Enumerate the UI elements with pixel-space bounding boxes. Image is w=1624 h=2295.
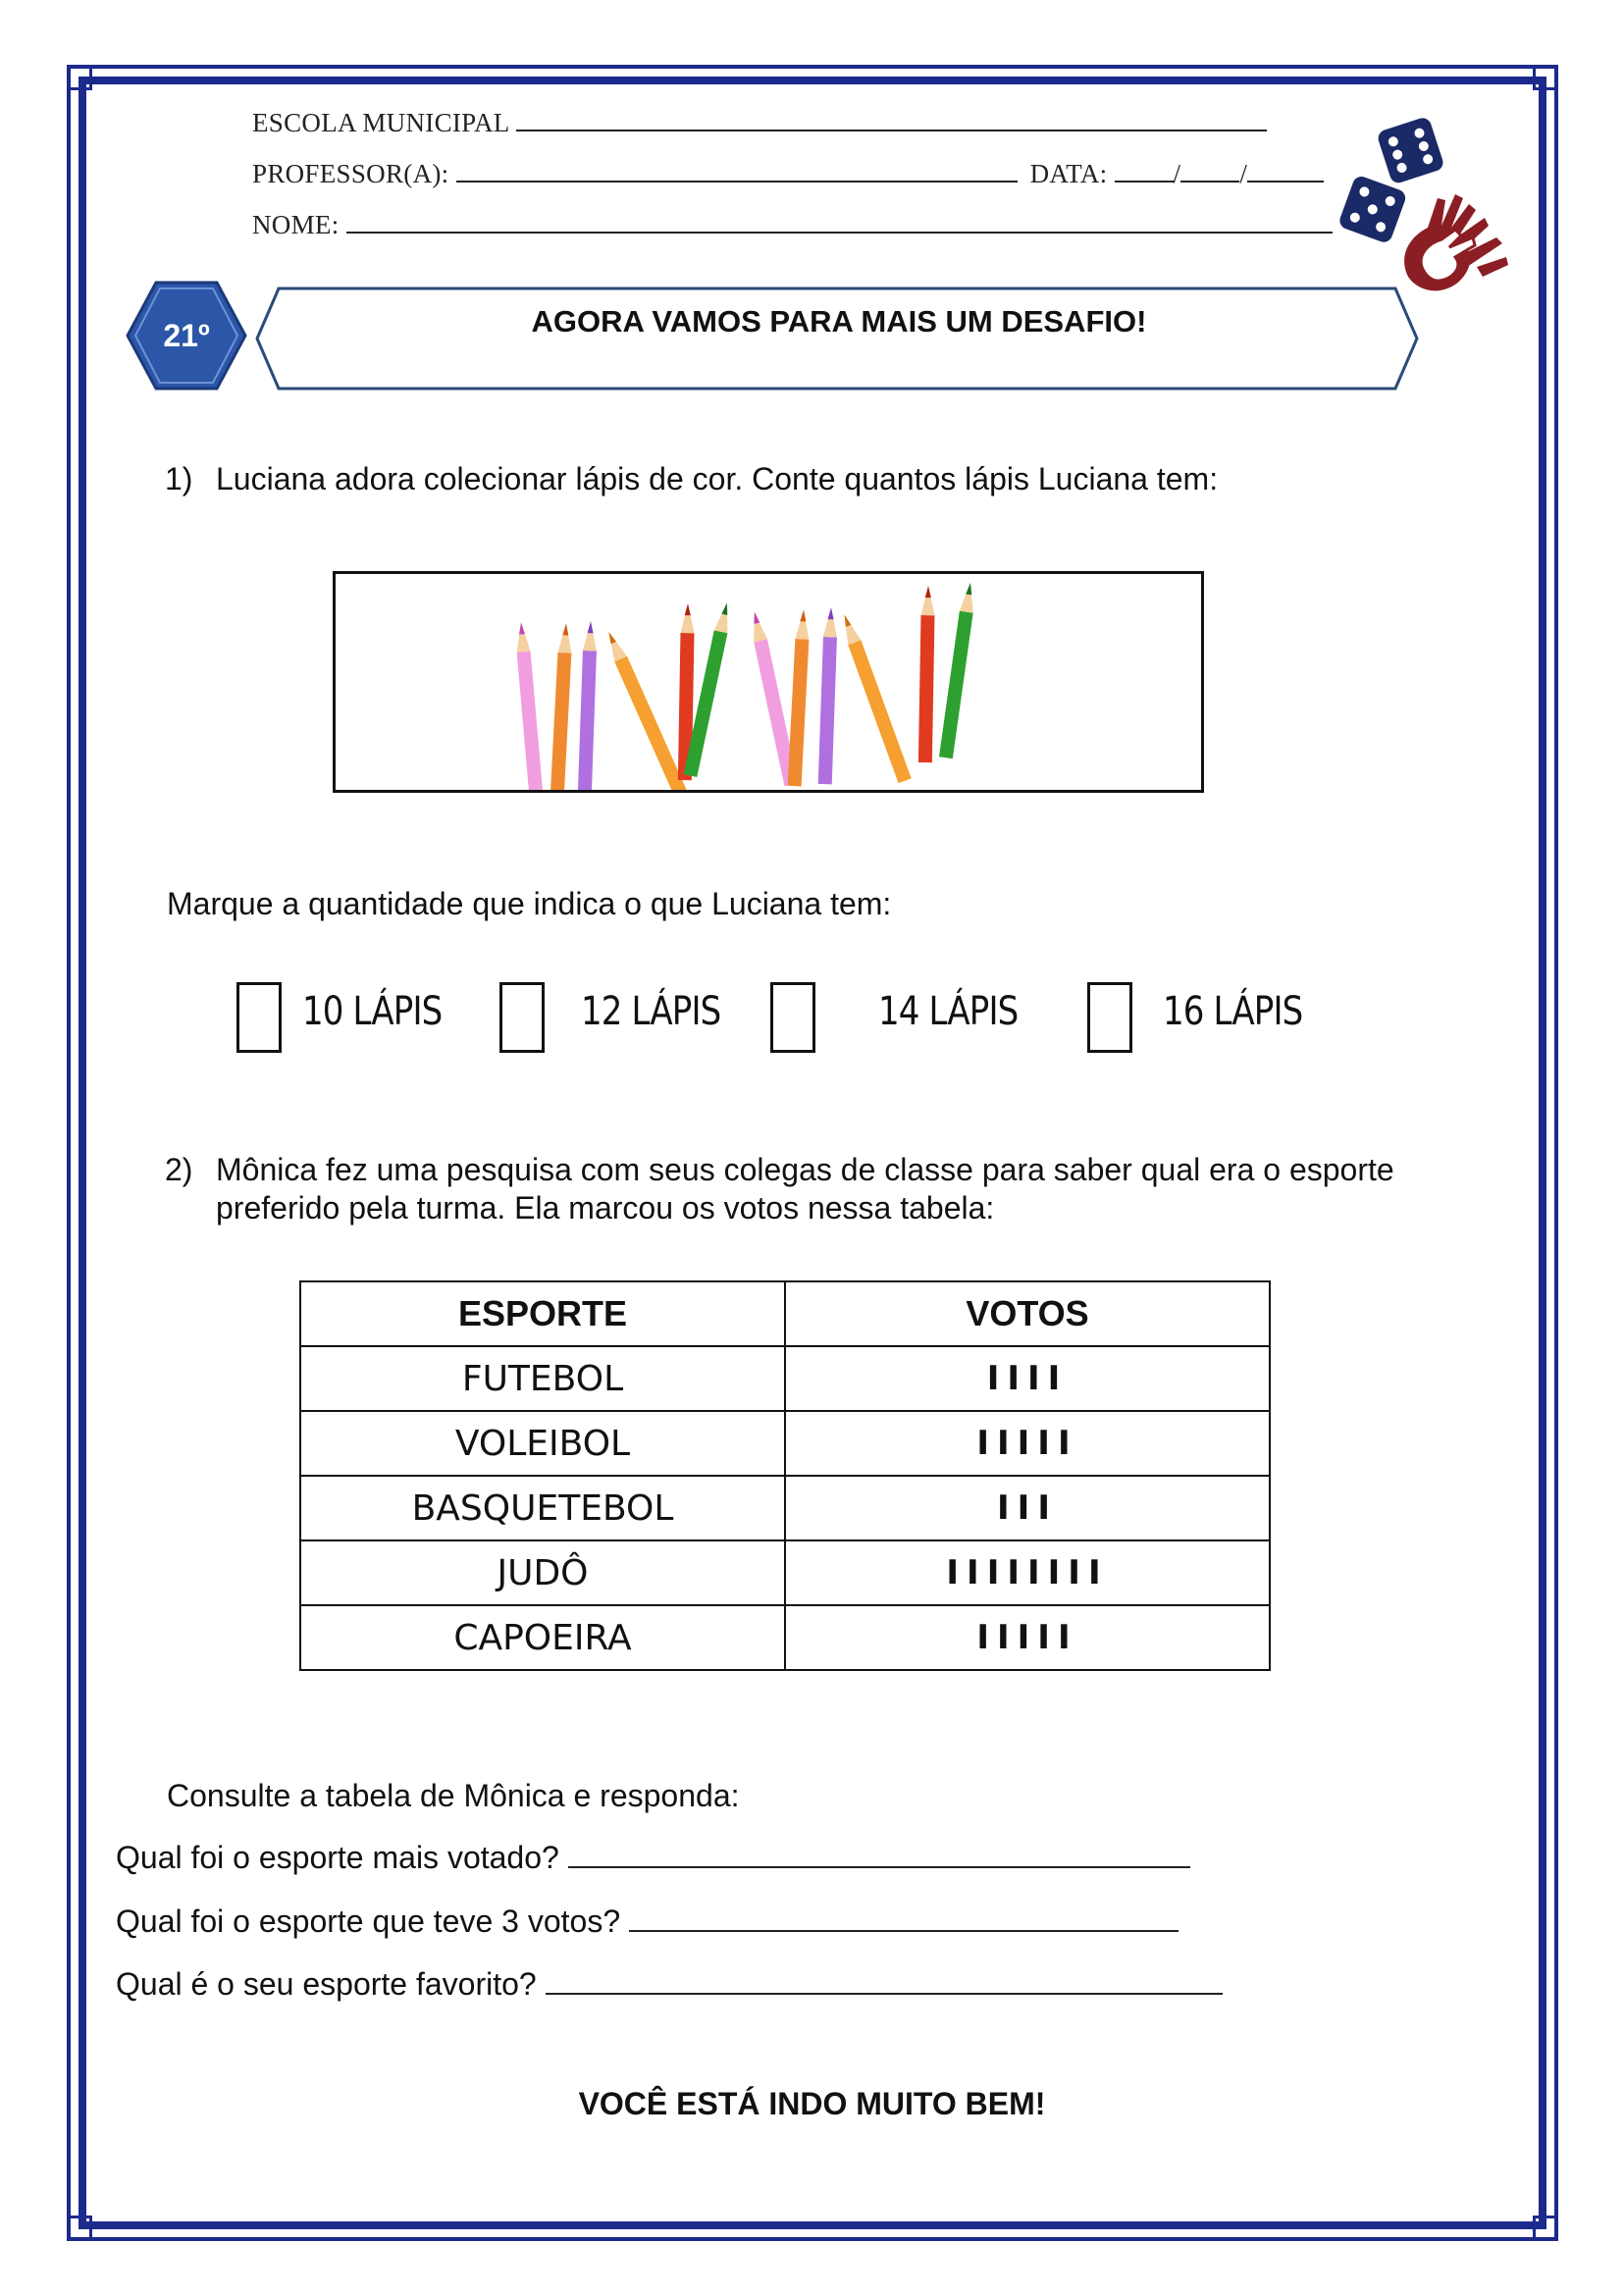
header-esporte: ESPORTE: [300, 1281, 785, 1346]
exercise-number: 21º: [163, 317, 210, 353]
tally-cell: IIIIIIII: [785, 1540, 1270, 1605]
question-three-votes: [116, 1904, 1179, 1940]
q2-text-line2: preferido pela turma. Ela marcou os votos nessa tabela:: [216, 1190, 995, 1226]
q2-instruction: Consulte a tabela de Mônica e responda:: [167, 1778, 740, 1813]
answer-blank[interactable]: [546, 1971, 1223, 1995]
date-label: DATA:: [1029, 159, 1108, 188]
option-checkbox-10[interactable]: [236, 982, 282, 1053]
banner-title: AGORA VAMOS PARA MAIS UM DESAFIO!: [531, 304, 1147, 339]
name-field: [252, 210, 1333, 240]
answer-blank[interactable]: [629, 1908, 1179, 1932]
school-blank[interactable]: [516, 108, 1267, 131]
dice-hands-logo: [1339, 110, 1516, 306]
votes-table: [299, 1280, 1271, 1671]
answer-blank[interactable]: [568, 1845, 1190, 1868]
sport-cell: CAPOEIRA: [300, 1605, 785, 1670]
table-row: [300, 1605, 1270, 1670]
question-most-voted: [116, 1840, 1190, 1876]
question-text: Qual foi o esporte mais votado?: [116, 1840, 559, 1875]
school-label: ESCOLA MUNICIPAL: [252, 108, 509, 137]
colored-pencils-picture: [336, 574, 1201, 790]
option-label-12: 12 LÁPIS: [581, 989, 721, 1034]
q1-text: Luciana adora colecionar lápis de cor. Conte quantos lápis Luciana tem:: [216, 461, 1219, 496]
table-header-row: [300, 1281, 1270, 1346]
option-label-16: 16 LÁPIS: [1163, 989, 1303, 1034]
pencil-picture-box: [333, 571, 1204, 793]
tally-cell: IIII: [785, 1346, 1270, 1411]
option-checkbox-12[interactable]: [499, 982, 545, 1053]
school-field: [252, 108, 1267, 138]
teacher-label: PROFESSOR(A):: [252, 159, 449, 188]
frame-corner: [1533, 2216, 1558, 2241]
encouragement-message: VOCÊ ESTÁ INDO MUITO BEM!: [578, 2086, 1046, 2121]
sport-cell: JUDÔ: [300, 1540, 785, 1605]
teacher-field: PROFESSOR(A): DATA: / /: [252, 159, 1324, 189]
header-votos: VOTOS: [785, 1281, 1270, 1346]
q1-instruction: Marque a quantidade que indica o que Luciana tem:: [167, 886, 892, 921]
q2-text-line1: Mônica fez uma pesquisa com seus colegas de classe para saber qual era o esporte: [216, 1152, 1394, 1187]
name-blank[interactable]: [346, 210, 1333, 234]
question-text: Qual é o seu esporte favorito?: [116, 1966, 537, 2002]
table-row: [300, 1476, 1270, 1540]
name-label: NOME:: [252, 210, 340, 239]
question-favorite: [116, 1966, 1223, 2003]
option-checkbox-16[interactable]: [1087, 982, 1132, 1053]
tally-cell: IIIII: [785, 1605, 1270, 1670]
sport-cell: BASQUETEBOL: [300, 1476, 785, 1540]
sport-cell: VOLEIBOL: [300, 1411, 785, 1476]
frame-corner: [67, 65, 92, 90]
q1-number: 1): [165, 461, 193, 496]
question-text: Qual foi o esporte que teve 3 votos?: [116, 1904, 621, 1939]
frame-corner: [67, 2216, 92, 2241]
q2-number: 2): [165, 1152, 193, 1187]
table-row: [300, 1346, 1270, 1411]
hands-icon: [1404, 194, 1508, 290]
frame-corner: [1533, 65, 1558, 90]
tally-cell: IIIII: [785, 1411, 1270, 1476]
table-row: [300, 1540, 1270, 1605]
tally-cell: III: [785, 1476, 1270, 1540]
sport-cell: FUTEBOL: [300, 1346, 785, 1411]
table-row: [300, 1411, 1270, 1476]
date-month-blank[interactable]: [1180, 159, 1239, 183]
date-day-blank[interactable]: [1115, 159, 1174, 183]
teacher-blank[interactable]: [456, 159, 1018, 183]
date-year-blank[interactable]: [1247, 159, 1324, 183]
option-label-10: 10 LÁPIS: [302, 989, 443, 1034]
option-label-14: 14 LÁPIS: [878, 989, 1019, 1034]
option-checkbox-14[interactable]: [770, 982, 815, 1053]
die-icon: [1376, 116, 1445, 185]
